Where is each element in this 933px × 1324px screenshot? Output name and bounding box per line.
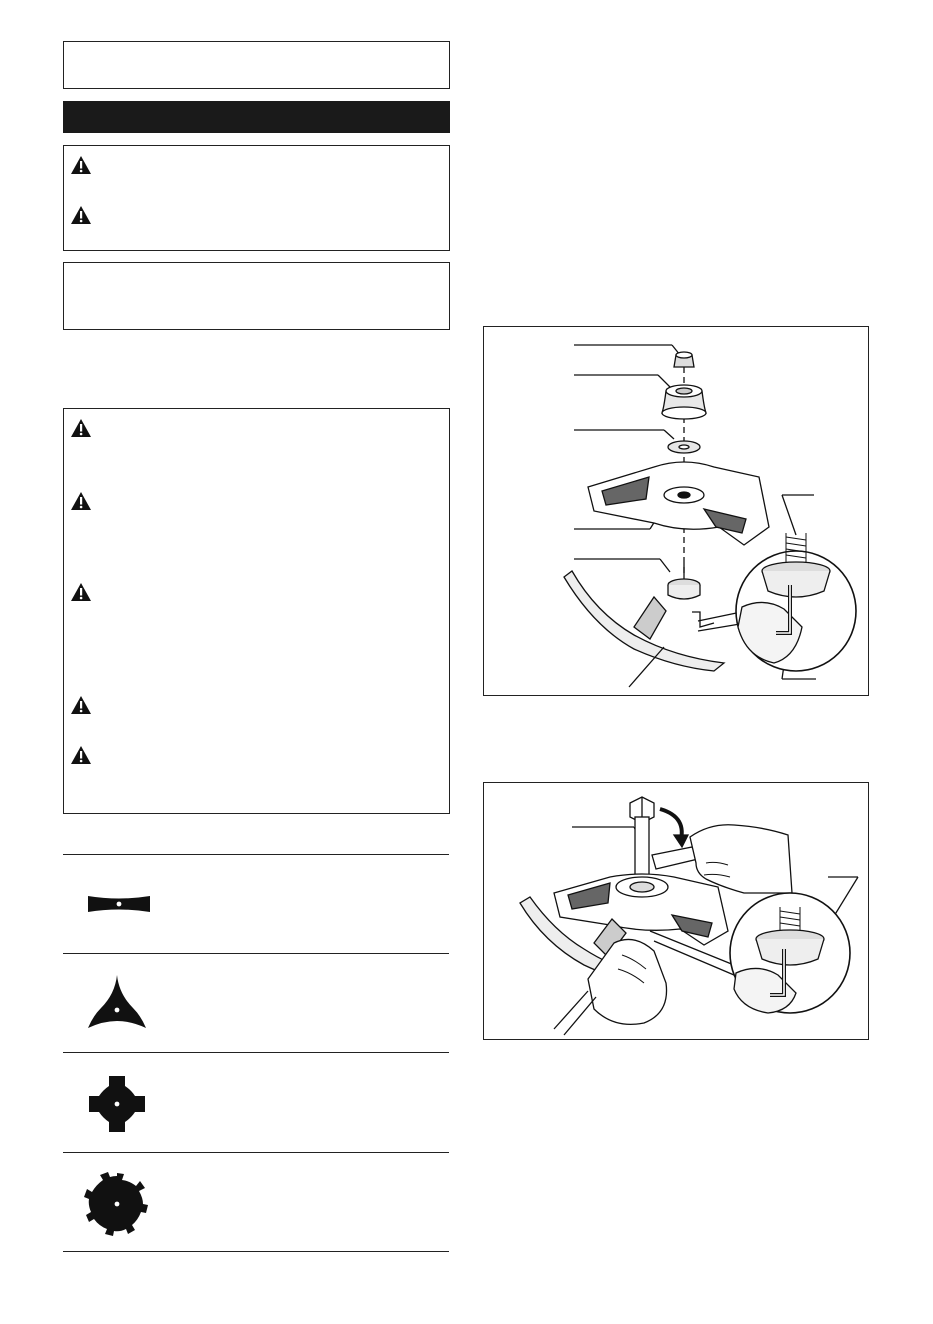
warning-triangle-icon (70, 418, 92, 438)
warning-triangle-icon (70, 155, 92, 175)
table-rule (63, 1052, 449, 1053)
blade-exploded-illustration (484, 327, 868, 695)
three-tooth-blade-icon (86, 972, 148, 1034)
section-header-bar (63, 101, 450, 133)
warning-triangle-icon (70, 205, 92, 225)
two-tooth-blade-icon (86, 884, 152, 924)
table-rule (63, 1251, 449, 1252)
warning-triangle-icon (70, 745, 92, 765)
note-box-top (63, 41, 450, 89)
table-rule (63, 854, 449, 855)
note-box-2 (63, 262, 450, 330)
warning-box-1 (63, 145, 450, 251)
warning-triangle-icon (70, 582, 92, 602)
table-rule (63, 953, 449, 954)
figure-blade-exploded (483, 326, 869, 696)
figure-blade-tightening (483, 782, 869, 1040)
warning-box-2 (63, 408, 450, 814)
warning-triangle-icon (70, 491, 92, 511)
four-tooth-blade-icon (87, 1074, 147, 1134)
table-rule (63, 1152, 449, 1153)
eight-tooth-blade-icon (84, 1171, 150, 1237)
blade-tightening-illustration (484, 783, 868, 1039)
warning-triangle-icon (70, 695, 92, 715)
